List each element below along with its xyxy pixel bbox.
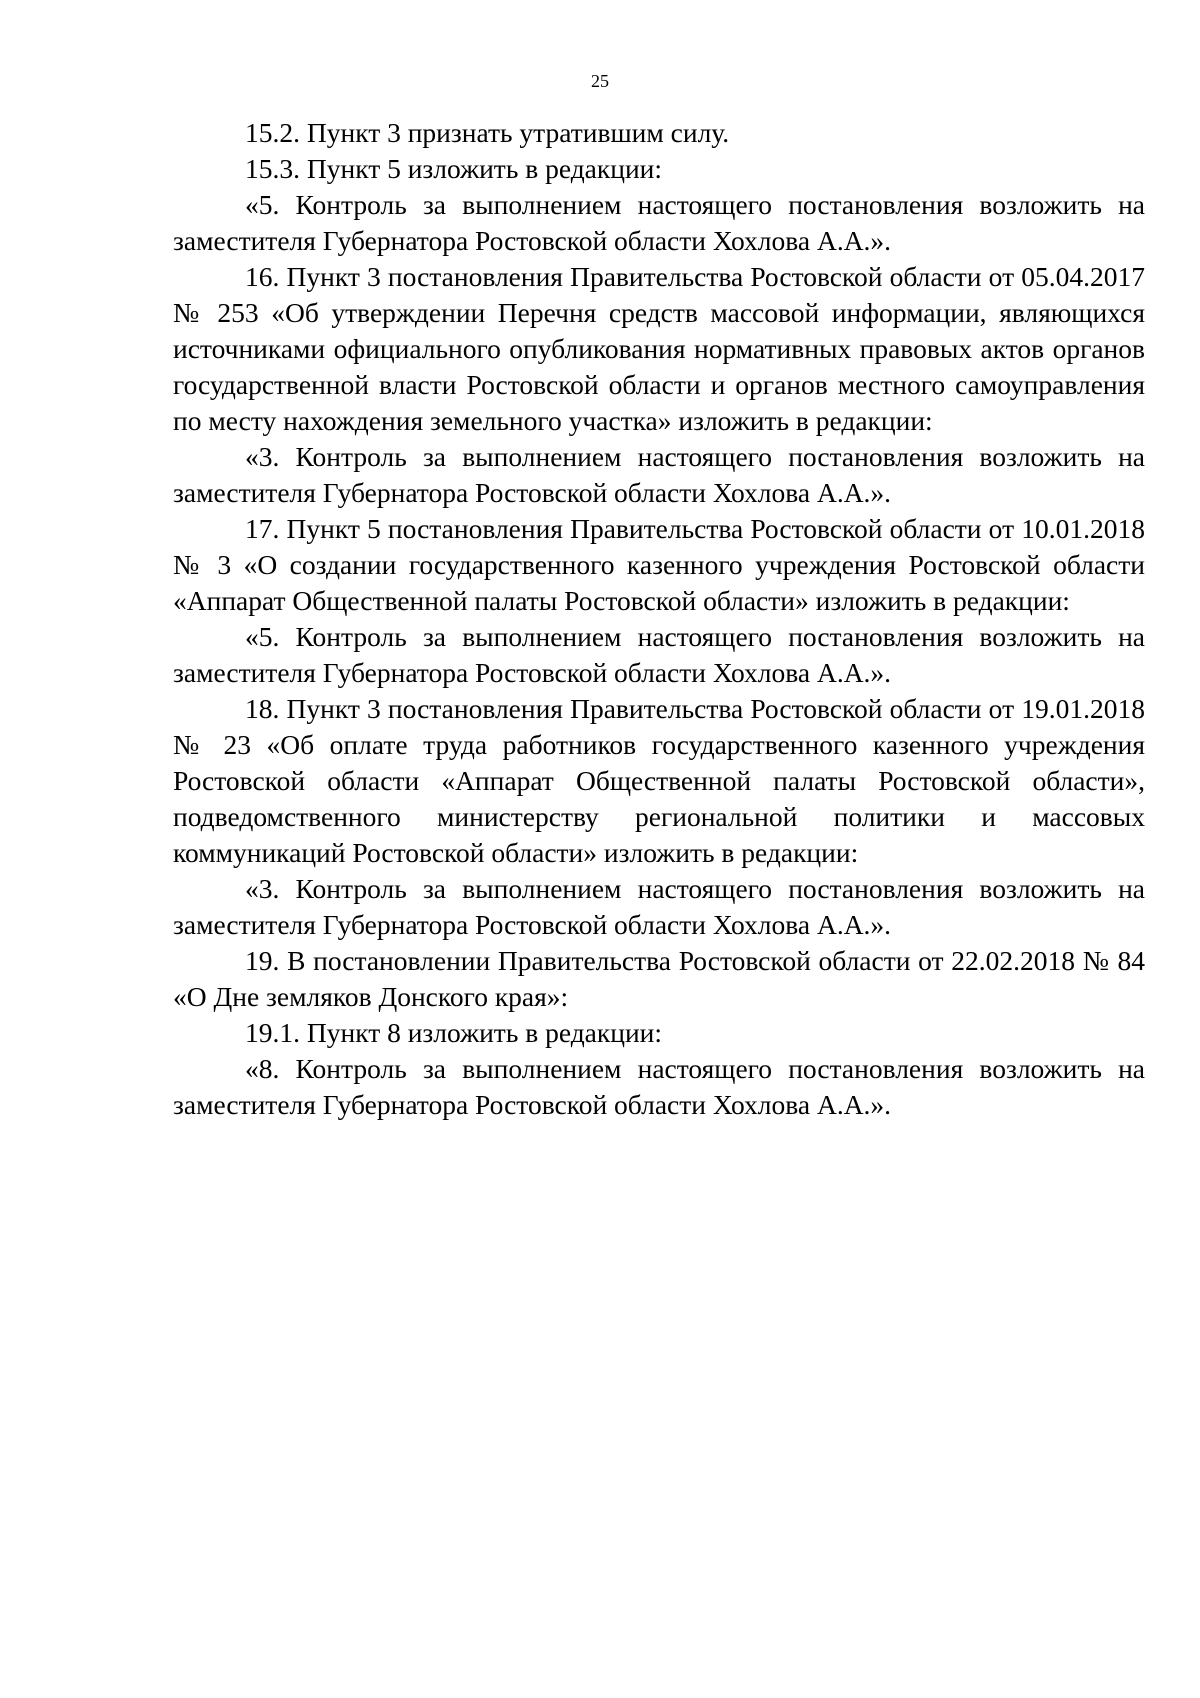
page-number: 25 <box>591 71 609 91</box>
document-body <box>173 115 1145 1123</box>
paragraph-17-text: «5. Контроль за выполнением настоящего постановления возложить на заместителя Губернатора Ростовской области Хохлова А.А.». <box>173 621 1145 688</box>
paragraph-15-2: 15.2. Пункт 3 признать утратившим силу. <box>245 117 730 148</box>
paragraph-15-3-text: «5. Контроль за выполнением настоящего постановления возложить на заместителя Губернатора Ростовской области Хохлова А.А.». <box>173 189 1145 256</box>
paragraph-19: 19. В постановлении Правительства Ростовской области от 22.02.2018 № 84 «О Дне земляков Донского края»: <box>173 945 1145 1012</box>
paragraph-18: 18. Пункт 3 постановления Правительства Ростовской области от 19.01.2018 № 23 «Об оплате труда работников государственного казенного учреждения Ростовской области «Аппарат Общественной палаты Ростовской области», подведомственного министерству региональной политики и массовых коммуникаций Ростовской области» изложить в редакции: <box>173 693 1145 868</box>
paragraph-18-text: «3. Контроль за выполнением настоящего постановления возложить на заместителя Губернатора Ростовской области Хохлова А.А.». <box>173 873 1145 940</box>
paragraph-19-1-text: «8. Контроль за выполнением настоящего постановления возложить на заместителя Губернатора Ростовской области Хохлова А.А.». <box>173 1053 1145 1120</box>
paragraph-16-text: «3. Контроль за выполнением настоящего постановления возложить на заместителя Губернатора Ростовской области Хохлова А.А.». <box>173 441 1145 508</box>
paragraph-16: 16. Пункт 3 постановления Правительства Ростовской области от 05.04.2017 № 253 «Об утверждении Перечня средств массовой информации, являющихся источниками официального опубликования нормативных правовых актов органов государственной власти Ростовской области и органов местного самоуправления по месту нахождения земельного участка» изложить в редакции: <box>173 261 1145 436</box>
paragraph-19-1: 19.1. Пункт 8 изложить в редакции: <box>245 1017 663 1048</box>
paragraph-15-3: 15.3. Пункт 5 изложить в редакции: <box>245 153 663 184</box>
paragraph-17: 17. Пункт 5 постановления Правительства Ростовской области от 10.01.2018 № 3 «О создании государственного казенного учреждения Ростовской области «Аппарат Общественной палаты Ростовской области» изложить в редакции: <box>173 513 1145 616</box>
